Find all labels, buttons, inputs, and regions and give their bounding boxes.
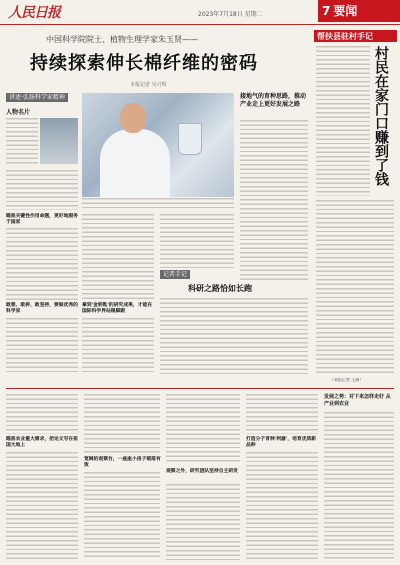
- article-byline: 本报记者 吴月辉: [130, 82, 167, 88]
- subhead: 拿到'金钥匙'的研究成果，才能在国际科学界站稳脚跟: [82, 302, 153, 314]
- note-text: [160, 298, 308, 374]
- right-text: [316, 200, 394, 374]
- page-title: 要闻: [333, 4, 358, 18]
- column-text: [6, 318, 78, 374]
- column-text: [6, 394, 78, 434]
- column-text: [6, 170, 78, 210]
- column-text: [166, 484, 240, 560]
- profile-text: [6, 118, 38, 166]
- subhead: 敢想、敢拼、敢坚持，要做优秀的科学家: [6, 302, 78, 314]
- column-text: [166, 394, 240, 464]
- column-text: [82, 318, 154, 374]
- note-title: 科研之路恰如长跑: [188, 283, 252, 293]
- right-banner: 帮扶县驻村手记: [314, 30, 397, 42]
- right-text: [316, 46, 370, 196]
- page-number: 7: [322, 4, 331, 18]
- right-footer: （本报记者 王洲）: [330, 378, 364, 382]
- portrait-photo: [40, 118, 78, 164]
- subhead: 瞄准农业重大需求，把论文写在祖国大地上: [6, 436, 78, 448]
- scientist-photo: [82, 93, 234, 197]
- column-text: [84, 394, 160, 454]
- divider: [6, 388, 394, 389]
- column-text: [246, 394, 318, 434]
- article-kicker: 中国科学院院士、植物生理学家朱玉贤——: [46, 35, 198, 44]
- photo-caption: [82, 198, 234, 210]
- subhead: 宽阔的观察台，一座座小房子错落有致: [84, 456, 161, 468]
- page-label: [318, 0, 400, 22]
- column-text: [160, 214, 234, 268]
- subhead: 瞄准关键性作用命题，更好地服务于国家: [6, 213, 78, 225]
- subhead: 观察之外，研究团队坚持自主研发: [166, 468, 238, 474]
- newspaper-logo: 人民日报: [8, 5, 60, 21]
- column-text: [246, 452, 318, 560]
- person-heading: 人物名片: [6, 109, 31, 116]
- column-text: [82, 214, 154, 300]
- column-text: [84, 472, 160, 560]
- right-title: 村民在家门口赚到了钱: [373, 46, 389, 186]
- issue-date: 2023年7月18日 星期二: [198, 11, 263, 18]
- column-text: [324, 412, 394, 560]
- column-text: [240, 120, 308, 280]
- column-text: [6, 228, 78, 300]
- note-tag: 记者手记: [160, 270, 190, 279]
- subhead: 发展之势：对下来怎样走好 从产业到农业: [324, 394, 391, 407]
- subhead: 打造分子育种'利器'，培育优质新品种: [246, 436, 317, 448]
- column-text: [6, 452, 78, 560]
- article-headline: 持续探索伸长棉纤维的密码: [30, 53, 258, 74]
- subhead: 接地气的育种思路，推动产业走上更好发展之路: [240, 93, 307, 108]
- section-tag: 讲述·弘扬科学家精神: [6, 93, 68, 102]
